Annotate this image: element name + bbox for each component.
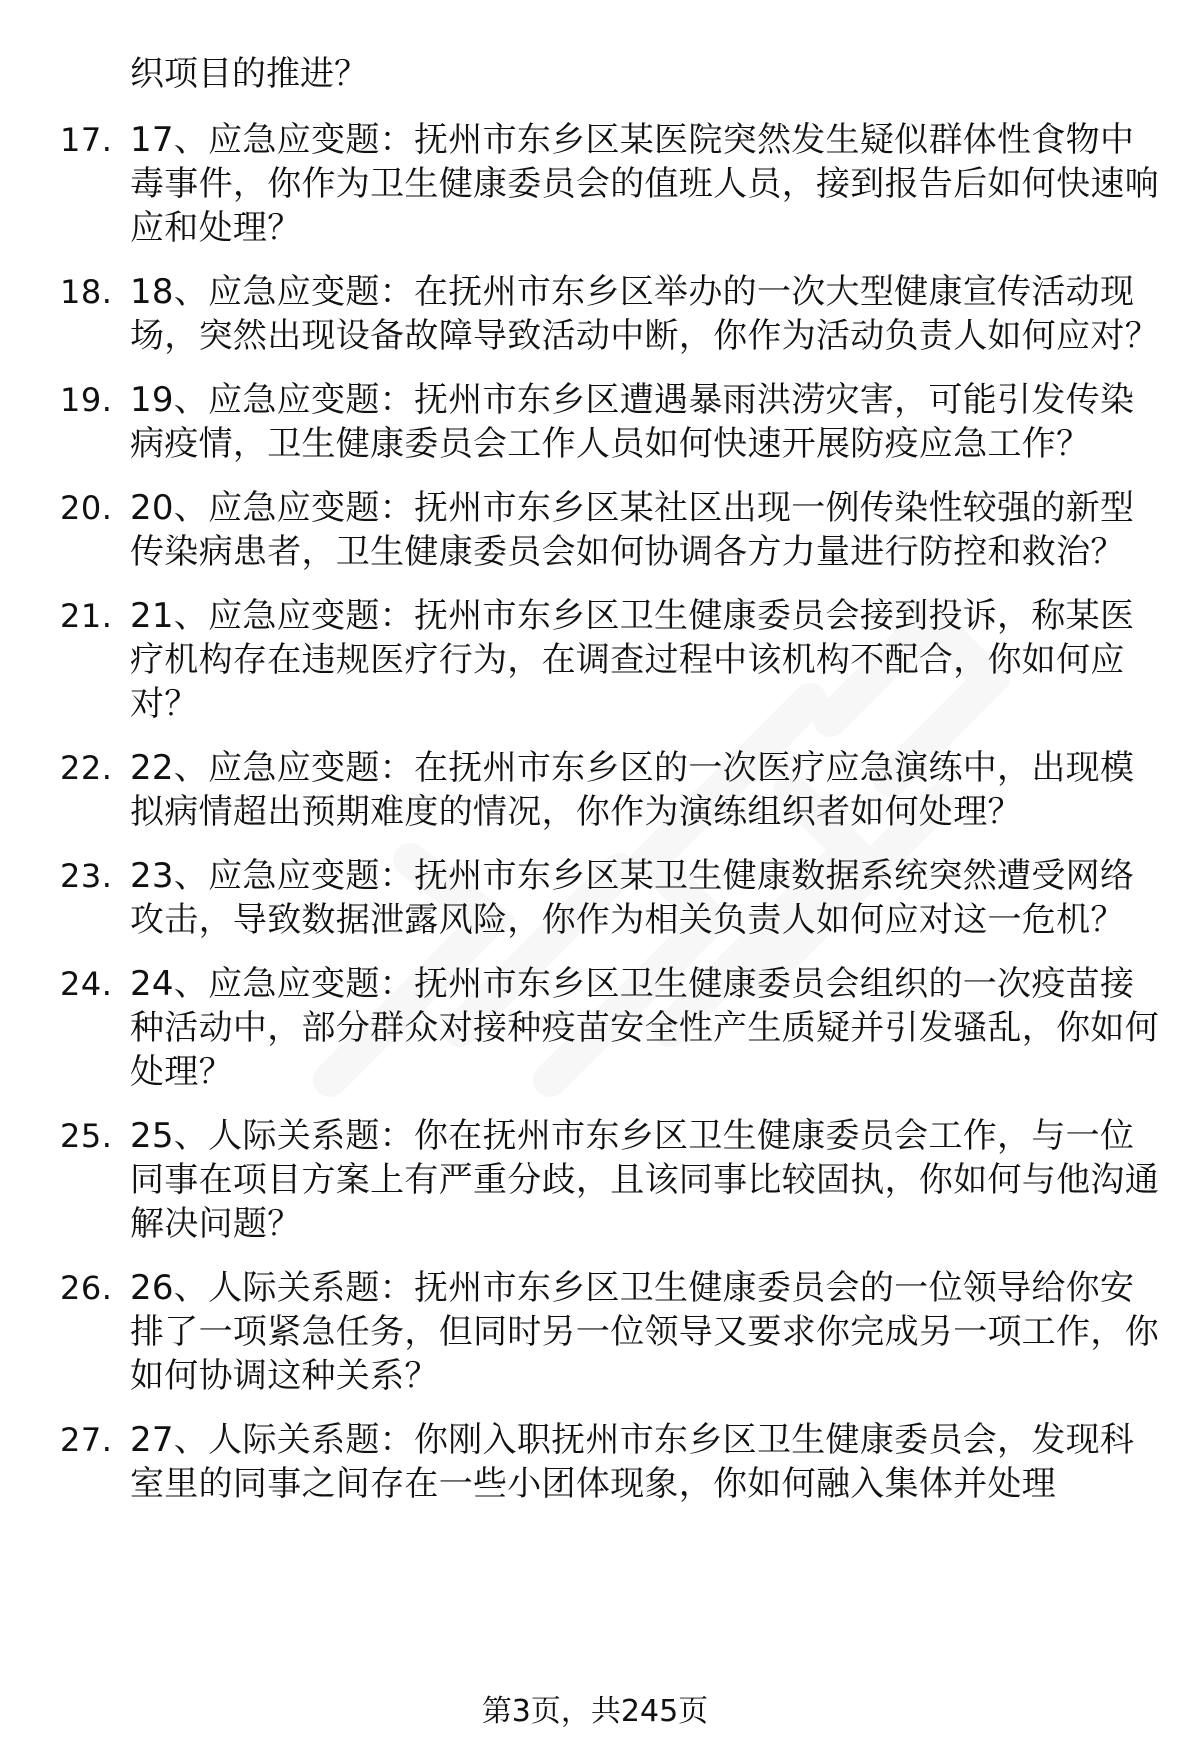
continuation-text: 织项目的推进？ — [130, 54, 368, 94]
question-item — [60, 486, 1160, 574]
question-item — [60, 962, 1160, 1094]
question-text: 24、应急应变题：抚州市东乡区卫生健康委员会组织的一次疫苗接种活动中，部分群众对接种疫苗安全性产生质疑并引发骚乱，你如何处理？ — [130, 964, 1159, 1092]
question-number: 24. — [60, 965, 113, 1003]
question-number: 23. — [60, 857, 113, 895]
question-number: 18. — [60, 273, 113, 311]
question-text: 22、应急应变题：在抚州市东乡区的一次医疗应急演练中，出现模拟病情超出预期难度的情况，你作为演练组织者如何处理？ — [130, 748, 1135, 832]
question-item — [60, 1114, 1160, 1246]
page-footer: 第3页，共245页 — [481, 1694, 709, 1729]
question-text: 20、应急应变题：抚州市东乡区某社区出现一例传染性较强的新型传染病患者，卫生健康委员会如何协调各方力量进行防控和救治？ — [130, 488, 1135, 572]
question-number: 20. — [60, 489, 113, 527]
question-item — [60, 118, 1160, 250]
question-item — [60, 378, 1160, 466]
question-number: 27. — [60, 1421, 113, 1459]
question-text: 18、应急应变题：在抚州市东乡区举办的一次大型健康宣传活动现场，突然出现设备故障导致活动中断，你作为活动负责人如何应对？ — [130, 272, 1159, 356]
question-item — [60, 1266, 1160, 1398]
question-text: 25、人际关系题：你在抚州市东乡区卫生健康委员会工作，与一位同事在项目方案上有严重分歧，且该同事比较固执，你如何与他沟通解决问题？ — [130, 1116, 1159, 1244]
question-item — [60, 270, 1160, 358]
question-item — [60, 854, 1160, 942]
question-list — [60, 118, 1160, 1526]
question-text: 21、应急应变题：抚州市东乡区卫生健康委员会接到投诉，称某医疗机构存在违规医疗行为，在调查过程中该机构不配合，你如何应对？ — [130, 596, 1135, 724]
question-number: 21. — [60, 597, 113, 635]
question-number: 17. — [60, 121, 113, 159]
question-item — [60, 1418, 1160, 1506]
question-text: 23、应急应变题：抚州市东乡区某卫生健康数据系统突然遭受网络攻击，导致数据泄露风险，你作为相关负责人如何应对这一危机？ — [130, 856, 1135, 940]
question-number: 26. — [60, 1269, 113, 1307]
question-number: 22. — [60, 749, 113, 787]
question-number: 25. — [60, 1117, 113, 1155]
question-item — [60, 594, 1160, 726]
question-text: 17、应急应变题：抚州市东乡区某医院突然发生疑似群体性食物中毒事件，你作为卫生健康委员会的值班人员，接到报告后如何快速响应和处理？ — [130, 120, 1159, 248]
question-item — [60, 746, 1160, 834]
question-text: 27、人际关系题：你刚入职抚州市东乡区卫生健康委员会，发现科室里的同事之间存在一些小团体现象，你如何融入集体并处理 — [130, 1420, 1135, 1504]
question-text: 26、人际关系题：抚州市东乡区卫生健康委员会的一位领导给你安排了一项紧急任务，但同时另一位领导又要求你完成另一项工作，你如何协调这种关系？ — [130, 1268, 1159, 1396]
question-text: 19、应急应变题：抚州市东乡区遭遇暴雨洪涝灾害，可能引发传染病疫情，卫生健康委员会工作人员如何快速开展防疫应急工作？ — [130, 380, 1135, 464]
question-number: 19. — [60, 381, 113, 419]
